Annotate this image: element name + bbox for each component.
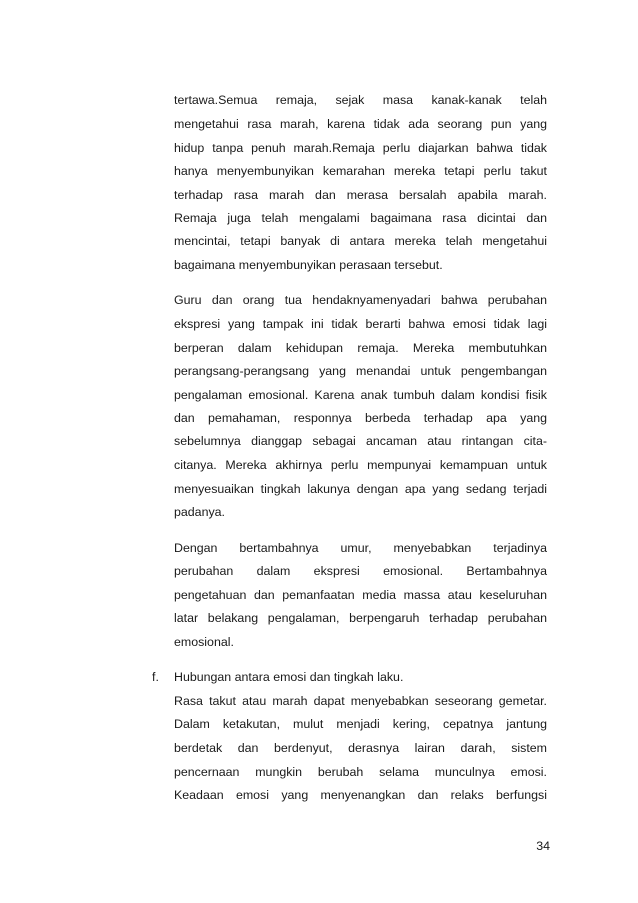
section-heading: Hubungan antara emosi dan tingkah laku.: [174, 670, 404, 684]
text-line: hanya menyembunyikan kemarahan mereka tetapi perlu takut: [174, 164, 547, 178]
page-number: 34: [536, 839, 550, 853]
text-line: berperan dalam kehidupan remaja. Mereka membutuhkan: [174, 341, 547, 355]
text-line: terhadap rasa marah dan merasa bersalah apabila marah.: [174, 188, 547, 202]
text-line: Dalam ketakutan, mulut menjadi kering, cepatnya jantung: [174, 717, 547, 731]
text-line: Remaja juga telah mengalami bagaimana rasa dicintai dan: [174, 211, 547, 225]
text-line: Guru dan orang tua hendaknyamenyadari bahwa perubahan: [174, 293, 547, 307]
text-line: pengalaman emosional. Karena anak tumbuh dalam kondisi fisik: [174, 388, 547, 402]
text-line: emosional.: [174, 635, 234, 649]
list-marker: f.: [152, 670, 159, 684]
text-line: bagaimana menyembunyikan perasaan tersebut.: [174, 258, 443, 272]
text-line: Rasa takut atau marah dapat menyebabkan seseorang gemetar.: [174, 694, 547, 708]
text-line: mengetahui rasa marah, karena tidak ada seorang pun yang: [174, 117, 547, 131]
text-line: pencernaan mungkin berubah selama munculnya emosi.: [174, 765, 547, 779]
text-line: citanya. Mereka akhirnya perlu mempunyai kemampuan untuk: [174, 458, 547, 472]
text-line: perangsang-perangsang yang menandai untuk pengembangan: [174, 364, 547, 378]
text-line: hidup tanpa penuh marah.Remaja perlu diajarkan bahwa tidak: [174, 141, 547, 155]
text-line: mencintai, tetapi banyak di antara mereka telah mengetahui: [174, 234, 547, 248]
text-line: menyesuaikan tingkah lakunya dengan apa yang sedang terjadi: [174, 482, 547, 496]
text-line: pengetahuan dan pemanfaatan media massa atau keseluruhan: [174, 588, 547, 602]
text-line: Dengan bertambahnya umur, menyebabkan terjadinya: [174, 541, 547, 555]
text-line: ekspresi yang tampak ini tidak berarti bahwa emosi tidak lagi: [174, 317, 547, 331]
text-line: sebelumnya dianggap sebagai ancaman atau rintangan cita-: [174, 434, 547, 448]
text-line: latar belakang pengalaman, berpengaruh terhadap perubahan: [174, 611, 547, 625]
text-line: perubahan dalam ekspresi emosional. Bertambahnya: [174, 564, 547, 578]
text-line: padanya.: [174, 505, 225, 519]
text-line: Keadaan emosi yang menyenangkan dan relaks berfungsi: [174, 788, 547, 802]
text-line: dan pemahaman, responnya berbeda terhadap apa yang: [174, 411, 547, 425]
text-line: tertawa.Semua remaja, sejak masa kanak-kanak telah: [174, 93, 547, 107]
text-line: berdetak dan berdenyut, derasnya lairan darah, sistem: [174, 741, 547, 755]
